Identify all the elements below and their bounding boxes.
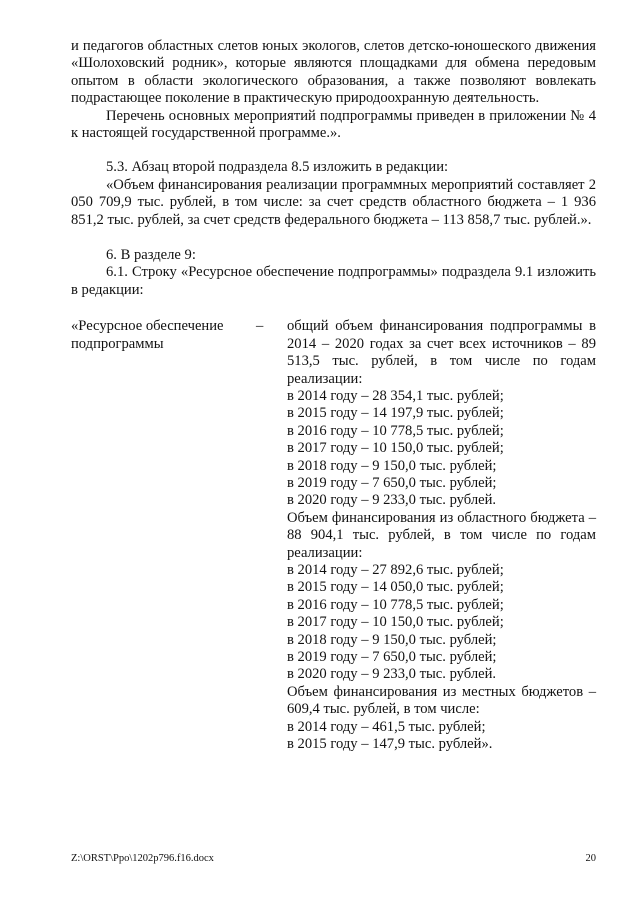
regional-year-2016: в 2016 году – 10 778,5 тыс. рублей; bbox=[287, 596, 504, 613]
regional-year-2015: в 2015 году – 14 050,0 тыс. рублей; bbox=[287, 579, 504, 596]
resource-table-label: «Ресурсное обеспечение подпрограммы bbox=[71, 318, 224, 352]
total-year-2015: в 2015 году – 14 197,9 тыс. рублей; bbox=[287, 405, 504, 422]
resource-table bbox=[71, 318, 596, 753]
local-year-2015: в 2015 году – 147,9 тыс. рублей». bbox=[287, 736, 493, 753]
resource-table-dash: – bbox=[256, 318, 264, 335]
resource-table-content bbox=[287, 318, 596, 753]
local-year-2014: в 2014 году – 461,5 тыс. рублей; bbox=[287, 718, 486, 735]
total-year-2017: в 2017 году – 10 150,0 тыс. рублей; bbox=[287, 440, 504, 457]
regional-year-2017: в 2017 году – 10 150,0 тыс. рублей; bbox=[287, 614, 504, 631]
regional-financing-intro: Объем финансирования из областного бюджета – 88 904,1 тыс. рублей, в том числе по годам реализации: bbox=[287, 509, 596, 561]
total-year-2014: в 2014 году – 28 354,1 тыс. рублей; bbox=[287, 387, 504, 404]
total-year-2019: в 2019 году – 7 650,0 тыс. рублей; bbox=[287, 474, 497, 491]
paragraph-section-5-3: 5.3. Абзац второй подраздела 8.5 изложить в редакции: bbox=[106, 159, 449, 176]
paragraph-financing-volume: «Объем финансирования реализации программных мероприятий составляет 2 050 709,9 тыс. рублей, в том числе: за счет средств областного бюджета – 1 936 851,2 тыс. рублей, за счет средств федерального бюджета – 113 858,7 тыс. рублей.». bbox=[71, 176, 596, 228]
document-page bbox=[71, 38, 596, 753]
total-year-2018: в 2018 году – 9 150,0 тыс. рублей; bbox=[287, 457, 497, 474]
footer-page-number: 20 bbox=[585, 853, 596, 864]
total-financing-intro: общий объем финансирования подпрограммы в 2014 – 2020 годах за счет всех источников – 89 513,5 тыс. рублей, в том числе по годам реализации: bbox=[287, 318, 596, 387]
total-year-2020: в 2020 году – 9 233,0 тыс. рублей. bbox=[287, 492, 497, 509]
footer-file-path: Z:\ORST\Ppo\1202p796.f16.docx bbox=[71, 853, 214, 864]
local-financing-intro: Объем финансирования из местных бюджетов – 609,4 тыс. рублей, в том числе: bbox=[287, 683, 596, 718]
paragraph-continuation: и педагогов областных слетов юных экологов, слетов детско-юношеского движения «Шолоховский родник», которые являются площадками для обмена передовым опытом в области экологического образования, а также позволяют вовлекать подрастающее поколение в практическую природоохранную деятельность. bbox=[71, 38, 596, 107]
regional-year-2019: в 2019 году – 7 650,0 тыс. рублей; bbox=[287, 649, 497, 665]
paragraph-section-6-1: 6.1. Строку «Ресурсное обеспечение подпрограммы» подраздела 9.1 изложить в редакции: bbox=[71, 264, 596, 298]
total-year-2016: в 2016 году – 10 778,5 тыс. рублей; bbox=[287, 422, 504, 439]
paragraph-list-reference: Перечень основных мероприятий подпрограммы приведен в приложении № 4 к настоящей государственной программе.». bbox=[71, 107, 596, 142]
regional-year-2018: в 2018 году – 9 150,0 тыс. рублей; bbox=[287, 631, 497, 648]
paragraph-section-6: 6. В разделе 9: bbox=[106, 247, 196, 264]
regional-year-2020: в 2020 году – 9 233,0 тыс. рублей. bbox=[287, 666, 497, 683]
regional-year-2014: в 2014 году – 27 892,6 тыс. рублей; bbox=[287, 561, 504, 578]
